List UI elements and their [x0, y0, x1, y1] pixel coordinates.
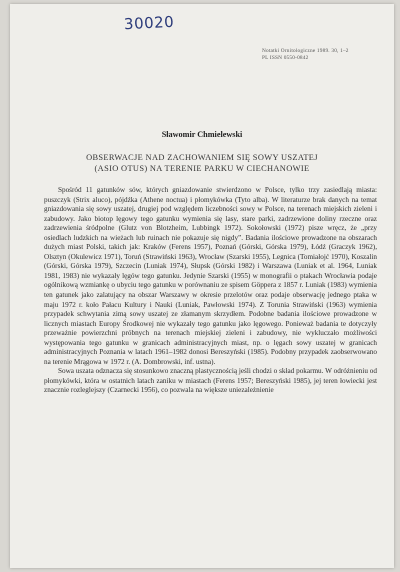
body-paragraph: Spośród 11 gatunków sów, których gniazdowanie stwierdzono w Polsce, tylko trzy zasiedlają miasta: puszczyk (Strix aluco), pójdźka (Athene noctua) i płomykówka (Tyto alba). W literaturze brak danych na temat gniazdowania się sowy uszatej, drugiej pod względem liczebności sowy w Polsce, na terenach miejskich zieleni i zabudowy. Jako biotop lęgowy tego gatunku wymienia się lasy, stare parki, zadrzewione doliny rzeczne oraz zadrzewienia śródpolne (Glutz von Blotzheim, Lubbingk 1972). Sokołowski (1972) pisze wręcz, że „przy osiedlach ludzkich na wieżach lub ruinach nie pokazuje się nigdy”. Badania ilościowe prowadzone na obszarach dużych miast Polski, takich jak: Kraków (Ferens 1957), Poznań (Górski, Górska 1979), Łódź (Graczyk 1962), Olsztyn (Okulewicz 1971), Toruń (Strawiński 1963), Wrocław (Szarski 1955), Legnica (Tomiałojć 1970), Koszalin (Górski, Górska 1979), Szczecin (Luniak 1974), Słupsk (Górski 1982) i Warszawa (Luniak et al. 1964, Luniak 1981, 1983) nie wykazały lęgów tego gatunku. Jedynie Szarski (1955) w monografii o ptakach Wrocławia podaje ogólnikową wzmiankę o ubyciu tego gatunku w porównaniu ze spisem Göppera z 1857 r. Luniak (1983) wymienia ten gatunek jako zalatujący na obszar Warszawy w okresie przelotów oraz podaje obserwację jednego ptaka w maju 1972 r. koło Pałacu Kultury i Nauki (Luniak, Pawłowski 1974). Z Torunia Strawiński (1963) wymienia przypadek schwytania zimą sowy uszatej ze złamanym skrzydłem. Podobne badania ilościowe prowadzone w licznych miastach Europy Środkowej nie wykazały tego gatunku jako lęgowego. Ponieważ badania te dotyczyły przeważnie powierzchni próbnych na terenach miejskiej zieleni i zabudowy, nie wykluczało możliwości występowania tego gatunku w granicach administracyjnych miast, np. o lęgach sowy uszatej w granicach administracyjnych Poznania w latach 1961–1982 donosi Bereszyński (1985). Podobny przypadek zaobserwowano na terenie Mrągowa w 1972 r. (A. Dombrowski, inf. ustna). [44, 186, 377, 366]
journal-reference-line: Notatki Ornitologiczne 1989. 30, 1–2 [262, 48, 349, 54]
article-title-line: (ASIO OTUS) NA TERENIE PARKU W CIECHANOWIE [94, 164, 310, 173]
journal-issn-line: PL ISSN 0550-0842 [262, 54, 309, 61]
handwritten-note: 30020 [123, 12, 175, 34]
document-page [10, 4, 394, 568]
article-title [50, 152, 354, 174]
article-body [44, 186, 377, 396]
journal-reference [262, 48, 382, 62]
article-title-line: OBSERWACJE NAD ZACHOWANIEM SIĘ SOWY USZATEJ [86, 153, 318, 162]
author-name: Sławomir Chmielewski [161, 130, 243, 139]
body-paragraph: Sowa uszata odznacza się stosunkowo znaczną plastycznością jeśli chodzi o skład pokarmu. W odróżnieniu od płomykówki, która w ostatnich latach zaniku w miastach (Ferens 1957; Bereszyński 1985), jej teren łowiecki jest znacznie rozleglejszy (Czarnecki 1956), co pozwala na większe uniezależnienie [44, 367, 377, 395]
